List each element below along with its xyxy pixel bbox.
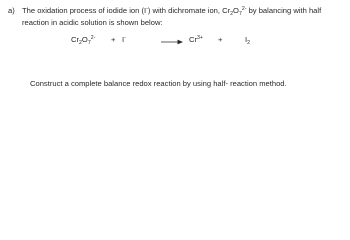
question-text-part-3: by balancing with half reaction in acidic solution is shown below:: [22, 6, 322, 27]
chromium-sup-charge: 3+: [197, 35, 203, 41]
equation-product-iodine: [245, 35, 250, 47]
dichromate-sub-7: 7: [87, 40, 91, 46]
dichromate-charge: 2-: [241, 6, 247, 12]
iodine-symbol: I: [245, 35, 248, 44]
dichromate-symbol: Cr: [71, 35, 80, 44]
iodide-charge: -: [146, 6, 148, 12]
question-text-part-1: The oxidation process of iodide ion (I: [22, 6, 147, 15]
question-text: [22, 6, 344, 27]
equation-reactant-iodide: [122, 35, 126, 47]
equation-plus-1: +: [111, 35, 116, 44]
iodide-symbol: I: [122, 35, 125, 44]
redox-equation: [8, 35, 348, 47]
equation-product-chromium: [189, 35, 203, 47]
question-text-part-2: ) with dichromate ion, Cr: [147, 6, 231, 15]
instruction-text: Construct a complete balance redox reaction by using half- reaction method.: [30, 79, 287, 88]
equation-reactant-dichromate: [71, 35, 95, 47]
dichromate-o: O: [81, 35, 88, 44]
question-label: a): [8, 6, 15, 15]
iodine-sub-2: 2: [247, 40, 251, 46]
equation-plus-2: +: [218, 35, 223, 44]
iodide-sup-charge: -: [124, 35, 126, 41]
dichromate-subscript-2: 2: [230, 11, 234, 17]
reaction-arrow-icon: [161, 39, 183, 45]
chromium-symbol: Cr: [189, 35, 198, 44]
dichromate-sub-2: 2: [79, 40, 82, 46]
dichromate-sup-charge: 2-: [90, 35, 96, 41]
dichromate-oxygen: O: [233, 6, 239, 15]
dichromate-subscript-7: 7: [238, 11, 242, 17]
